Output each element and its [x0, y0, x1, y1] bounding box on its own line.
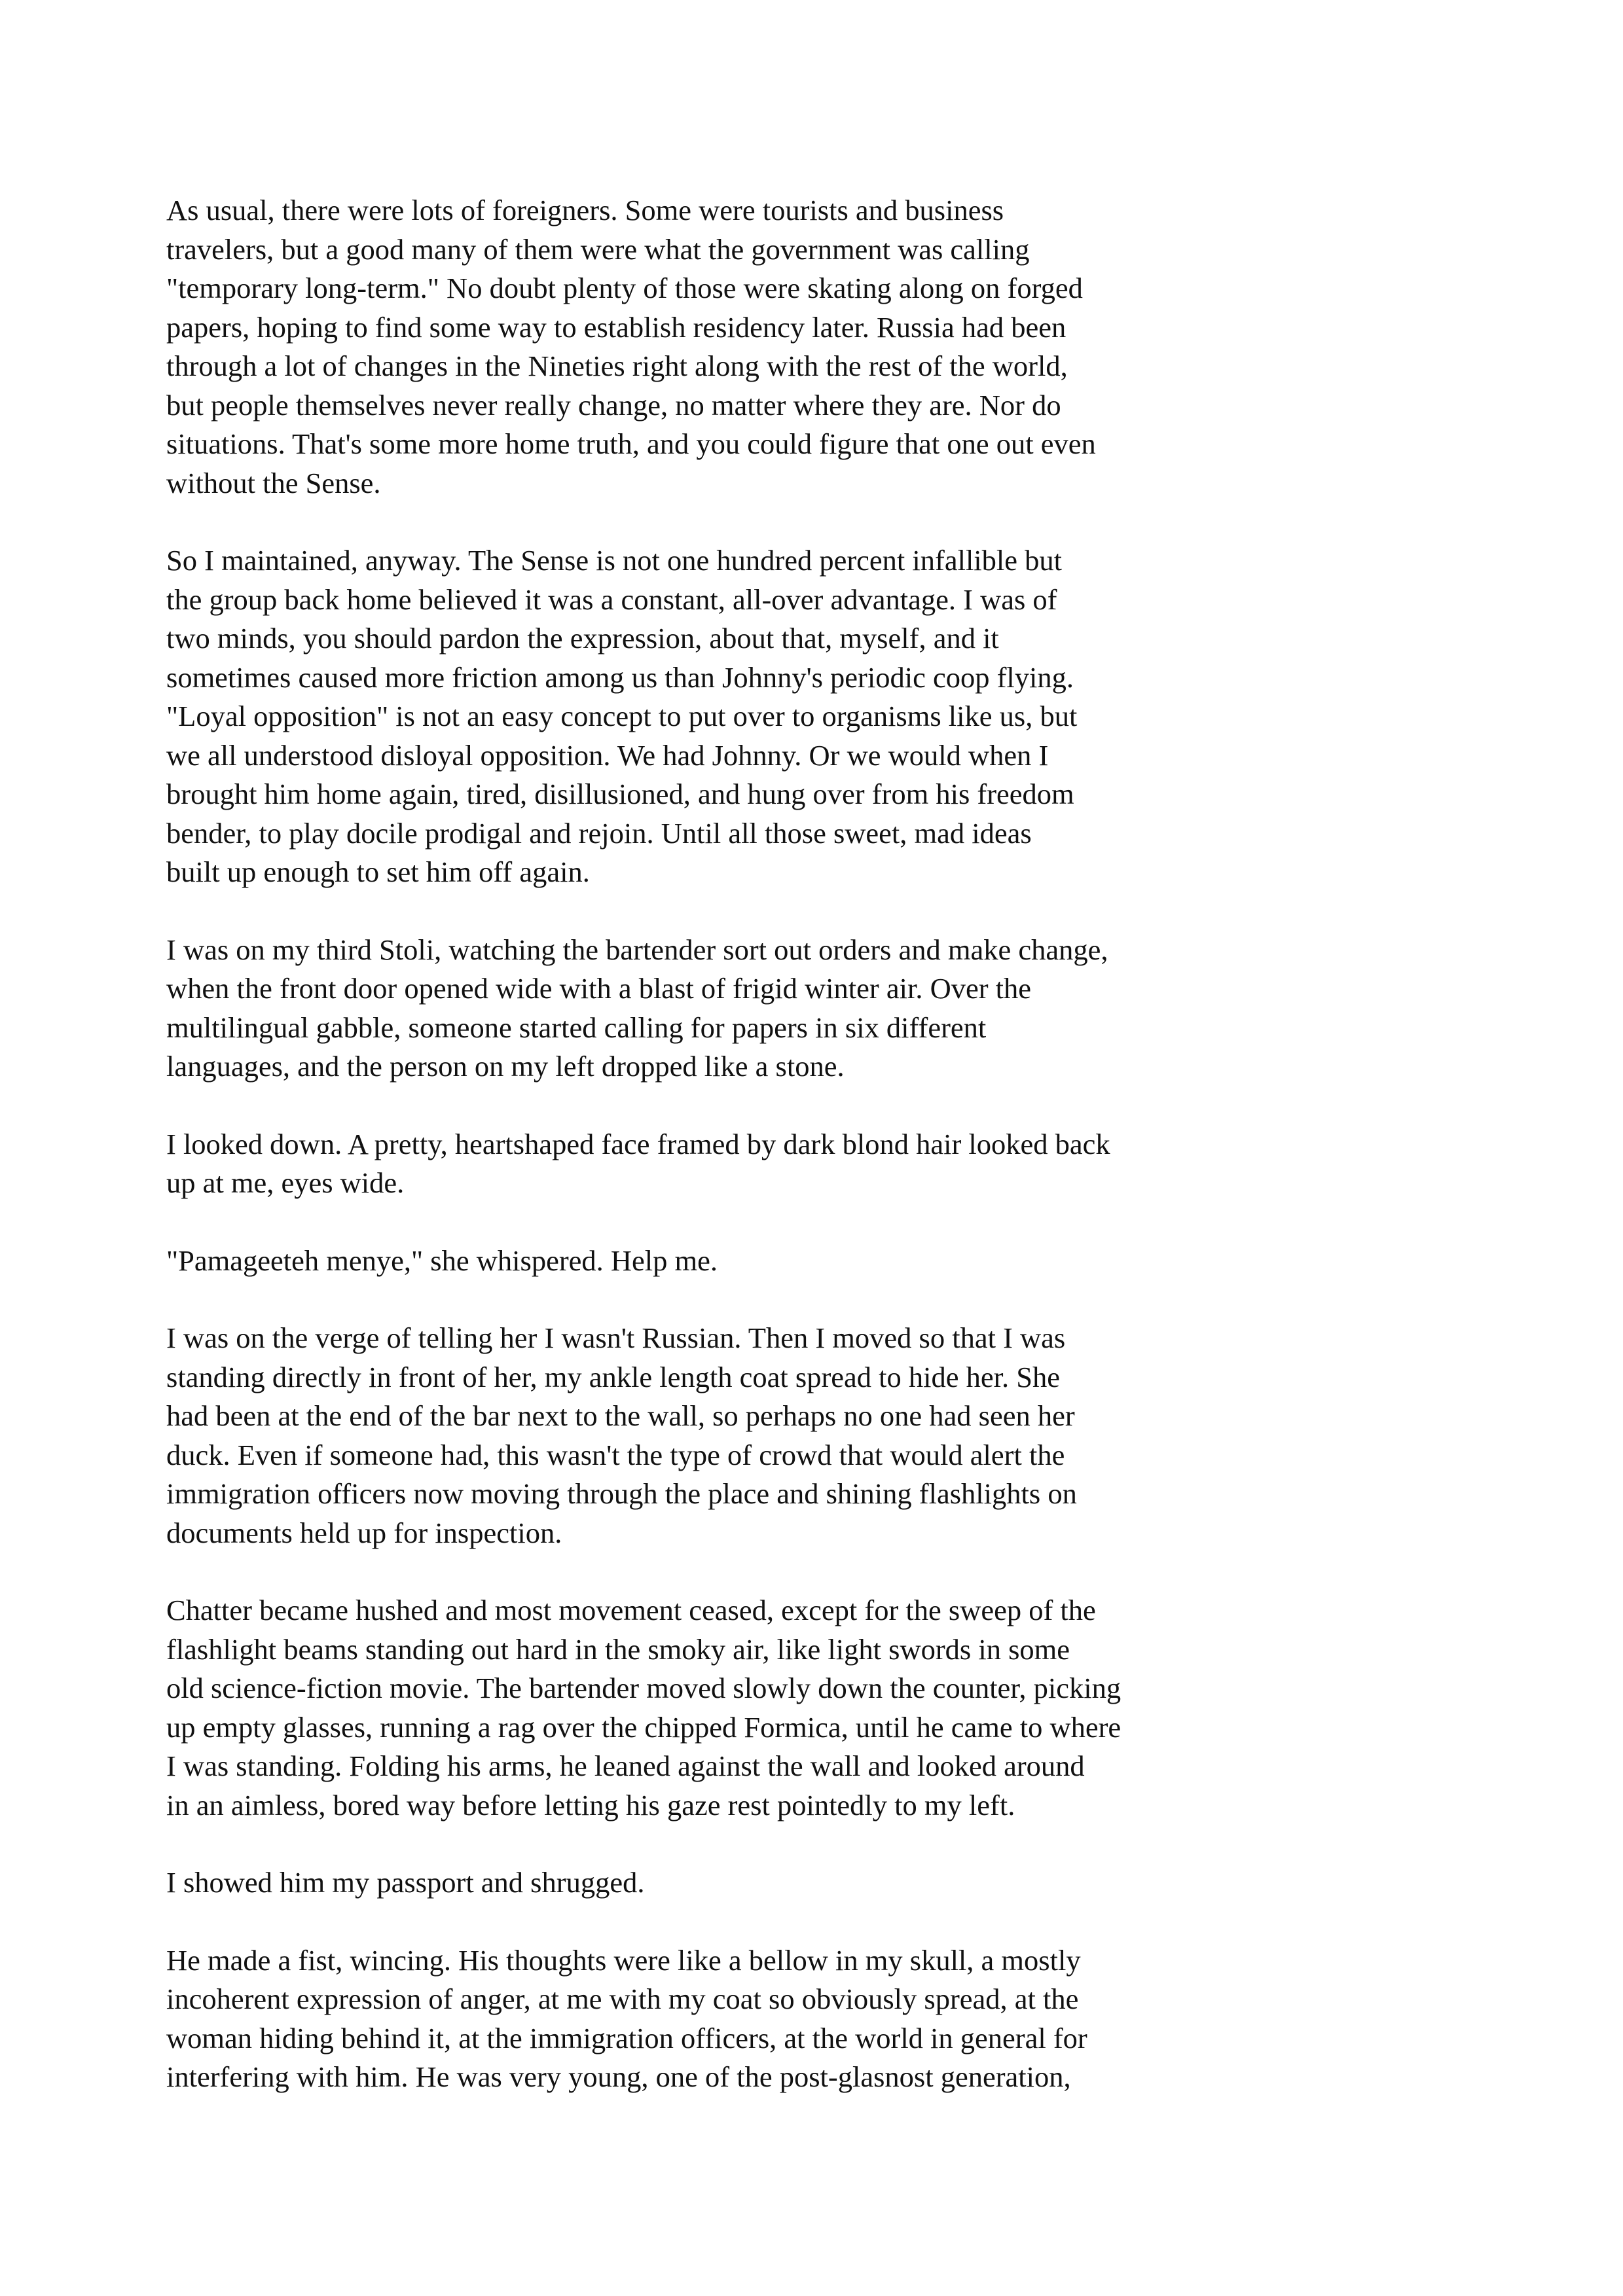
- text-line: woman hiding behind it, at the immigration officers, at the world in general for: [166, 2021, 1087, 2054]
- text-line: the group back home believed it was a constant, all-over advantage. I was of: [166, 583, 1057, 616]
- text-line: papers, hoping to find some way to establish residency later. Russia had been: [166, 310, 1067, 344]
- text-line: we all understood disloyal opposition. We had Johnny. Or we would when I: [166, 738, 1049, 772]
- text-line: brought him home again, tired, disillusioned, and hung over from his freedom: [166, 778, 1074, 810]
- text-line: Chatter became hushed and most movement ceased, except for the sweep of the: [166, 1594, 1096, 1626]
- paragraph-9: [166, 1941, 1476, 2097]
- text-line: had been at the end of the bar next to the wall, so perhaps no one had seen her: [166, 1399, 1075, 1432]
- text-line: bender, to play docile prodigal and rejoin. Until all those sweet, mad ideas: [166, 816, 1032, 850]
- text-line: As usual, there were lots of foreigners. Some were tourists and business: [166, 194, 1004, 226]
- text-line: I showed him my passport and shrugged.: [166, 1866, 645, 1899]
- text-line: I was on the verge of telling her I wasn't Russian. Then I moved so that I was: [166, 1321, 1066, 1354]
- text-line: I was standing. Folding his arms, he leaned against the wall and looked around: [166, 1749, 1085, 1782]
- text-line: "Loyal opposition" is not an easy concept to put over to organisms like us, but: [166, 700, 1078, 732]
- text-line: built up enough to set him off again.: [166, 855, 590, 888]
- paragraph-2: [166, 541, 1476, 892]
- text-line: duck. Even if someone had, this wasn't the type of crowd that would alert the: [166, 1438, 1065, 1471]
- text-line: two minds, you should pardon the expression, about that, myself, and it: [166, 622, 999, 655]
- text-line: interfering with him. He was very young, one of the post-glasnost generation,: [166, 2060, 1071, 2093]
- text-line: when the front door opened wide with a blast of frigid winter air. Over the: [166, 972, 1032, 1005]
- text-line: travelers, but a good many of them were what the government was calling: [166, 232, 1030, 266]
- paragraph-8: [166, 1863, 1476, 1903]
- text-line: "temporary long-term." No doubt plenty of those were skating along on forged: [166, 272, 1083, 304]
- text-line: So I maintained, anyway. The Sense is not one hundred percent infallible but: [166, 544, 1063, 577]
- text-line: immigration officers now moving through the place and shining flashlights on: [166, 1477, 1077, 1510]
- text-line: I looked down. A pretty, heartshaped face framed by dark blond hair looked back: [166, 1127, 1110, 1160]
- paragraph-6: [166, 1319, 1476, 1552]
- text-line: situations. That's some more home truth, and you could figure that one out even: [166, 427, 1096, 460]
- text-line: I was on my third Stoli, watching the bartender sort out orders and make change,: [166, 933, 1108, 966]
- text-line: "Pamageeteh menye," she whispered. Help me.: [166, 1244, 718, 1277]
- paragraph-5: [166, 1242, 1476, 1281]
- text-line: multilingual gabble, someone started calling for papers in six different: [166, 1011, 987, 1044]
- text-line: but people themselves never really change, no matter where they are. Nor do: [166, 388, 1061, 422]
- text-line: old science-fiction movie. The bartender moved slowly down the counter, picking: [166, 1672, 1122, 1704]
- text-line: incoherent expression of anger, at me with my coat so obviously spread, at the: [166, 1982, 1079, 2015]
- paragraph-7: [166, 1591, 1476, 1825]
- text-line: He made a fist, wincing. His thoughts were like a bellow in my skull, a mostly: [166, 1943, 1081, 1977]
- text-line: without the Sense.: [166, 466, 381, 499]
- paragraph-1: [166, 191, 1476, 503]
- text-line: up empty glasses, running a rag over the chipped Formica, until he came to where: [166, 1710, 1122, 1744]
- text-line: languages, and the person on my left dropped like a stone.: [166, 1050, 845, 1083]
- text-line: documents held up for inspection.: [166, 1516, 562, 1549]
- text-line: sometimes caused more friction among us than Johnny's periodic coop flying.: [166, 660, 1074, 694]
- paragraph-4: [166, 1125, 1476, 1203]
- paragraph-3: [166, 931, 1476, 1086]
- text-line: through a lot of changes in the Nineties right along with the rest of the world,: [166, 350, 1068, 382]
- text-line: standing directly in front of her, my ankle length coat spread to hide her. She: [166, 1360, 1060, 1393]
- text-line: in an aimless, bored way before letting his gaze rest pointedly to my left.: [166, 1788, 1015, 1821]
- text-line: flashlight beams standing out hard in the smoky air, like light swords in some: [166, 1632, 1070, 1666]
- document-page: [166, 191, 1476, 2136]
- text-line: up at me, eyes wide.: [166, 1166, 405, 1199]
